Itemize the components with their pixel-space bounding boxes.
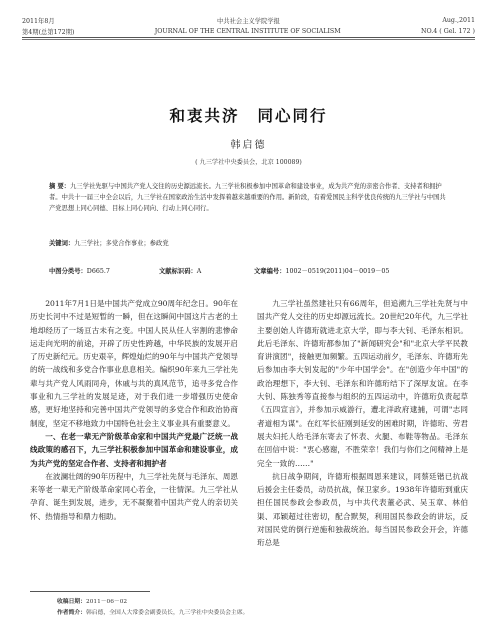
body-paragraph: 2011年7月1日是中国共产党成立90周年纪念日。90年在历史长河中不过是短暂的一瞬，但在这瞬间中国这片古老的土地却经历了一场亘古未有之变。中国人民从任人宰割的悲惨命运走向光明的前途，开辟了历史性跨越，中华民族的发展开启了历史新纪元。历史艰辛，辉煌灿烂的90年与中国共产党领导的统一战线和多党合作事业息息相关。编织90年来九三学社先辈与共产党人风雨同舟，休戚与共的真风范节，追寻多党合作事业和九三学社的发展足迹，对于我们进一步增强历史使命感，更好地坚持和完善中国共产党领导的多党合作和政治协商制度，坚定不移地致力中国特色社会主义事业具有重要意义。 [30,299,238,428]
article-title [0,104,497,126]
header-date-en: Aug.,2011 [442,17,475,24]
body-column-right [257,297,468,550]
doc-code-value: A [196,268,202,275]
header-journal-en: JOURNAL OF THE CENTRAL INSTITUTE OF SOCIALISM [154,28,341,35]
title-part-1: 和衷共济 [169,107,240,125]
abstract [49,181,449,215]
author-bio [57,607,248,616]
author-bio-label: 作者简介： [57,610,86,616]
article-number-label: 文章编号： [254,268,286,275]
header-rule-thin [22,39,475,40]
classification-line [49,266,449,275]
received-label: 收稿日期： [57,599,86,605]
clc-value: D665.7 [86,268,110,275]
title-part-2: 同心同行 [257,107,328,125]
abstract-label: 摘 要： [49,183,71,190]
footnote-rule [30,591,150,592]
received-value: 2011－06－02 [86,599,128,605]
author-name: 韩启德 [230,140,267,151]
header-issue-en: NO.4 ( Gel. 172 ) [420,28,475,35]
clc-label: 中图分类号： [49,268,87,275]
body-paragraph: 在波澜壮阔的90年历程中，九三学社先贤与毛泽东、周恩来等老一辈无产阶级革命家同心若金，一往情深。九三学社从孕育、诞生到发展，进步，无不凝聚着中国共产党人的亲切关怀、热情指导和鼎力相助。 [30,471,238,521]
keywords [49,238,449,249]
keywords-label: 关键词： [49,240,75,247]
body-column-left [30,297,238,523]
header-issue: 第4期(总第172期) [22,29,75,36]
received-date [57,596,127,605]
header-rule [22,37,475,38]
keywords-text: 九三学社；多党合作事业；参政党 [74,240,169,247]
header-date: 2011年8月 [22,18,55,25]
author-affiliation: ( 九三学社中央委员会，北京 100089) [195,159,302,166]
author-bio-value: 韩启德，全国人大常委会副委员长，九三学社中央委员会主席。 [86,610,249,616]
body-paragraph: 抗日战争期间，许德珩根据周恩来建议，同蔡廷锴已抗战后援会主任委员，动员抗战，保卫家乡。1938年许德珩到重庆担任国民参政会参政员，与中共代表董必武、吴玉章、林伯渠、邓颖超过往密切，配合默契，利用国民参政会的讲坛，反对国民党的倒行逆施和独裁统治。每当国民参政会开会，许德珩总是 [257,471,468,548]
section-heading: 一、在老一辈无产阶级革命家和中国共产党最广泛统一战线政策的感召下，九三学社积极参加中国革命和建设事业，成为共产党的坚定合作者、支持者和拥护者 [30,431,238,468]
body-paragraph: 九三学社虽然建社只有66周年，但追溯九三学社先贤与中国共产党人交往的历史却源远流长。20世纪20年代，九三学社主要创始人许德珩就进北京大学，即与李大钊、毛泽东相识。此后毛泽东、许德珩都参加了"新闻研究会"和"北京大学平民教育讲演团"，接触更加频繁。五四运动前夕，毛泽东、许德珩先后参加由李大钊发起的"少年中国学会"。在"创造少年中国"的政治理想下，李大钊、毛泽东和许德珩结下了深厚友谊。在李大钊、陈独秀等直接参与组织的五四运动中，许德珩负责起草《五四宣言》，并参加示威游行，遭北洋政府逮捕，可谓"志同者道相为谋"。在红军长征刚到延安的困难时期，许德珩、劳君展夫妇托人给毛泽东寄去了怀表、火腿、布鞋等物品。毛泽东在回信中说："衷心感谢，不胜荣幸！我们与你们之间精神上是完全一致的……" [257,299,468,468]
header-journal-cn: 中共社会主义学院学报 [217,18,280,25]
article-number-value: 1002－0519(2011)04－0019－05 [285,268,390,275]
abstract-text: 九三学社先驱与中国共产党人交往的历史源远流长。九三学社积极参加中国革命和建设事业，成为共产党的亲密合作者、支持者和拥护者。中共十一届三中全会以后，九三学社在国家政治生活中发挥着越来越重要的作用。新阶段，有着爱国民主科学优良传统的九三学社与中国共产党思想上同心同德、目标上同心同向、行动上同心同行。 [49,183,446,213]
doc-code-label: 文献标识码： [159,268,197,275]
